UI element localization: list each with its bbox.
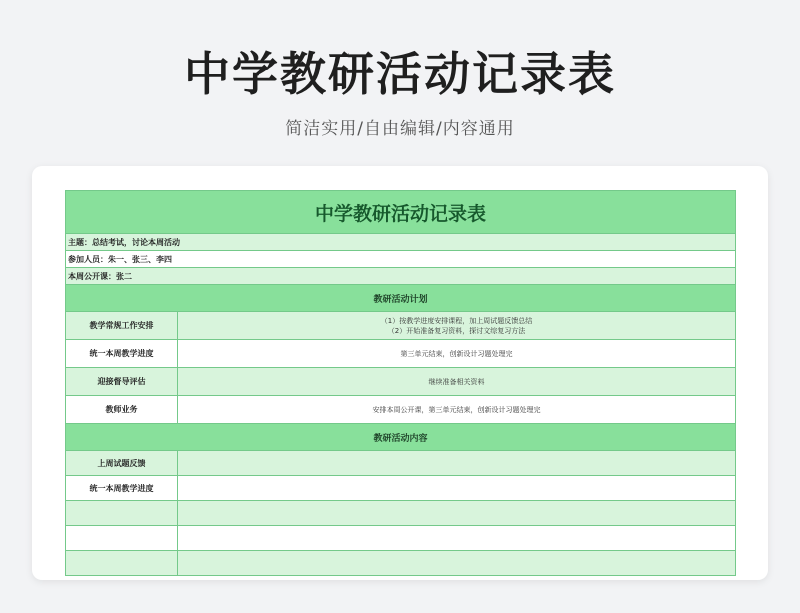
content-label[interactable]: 上周试题反馈 [66, 451, 178, 476]
content-value[interactable] [178, 476, 736, 501]
content-label[interactable] [66, 526, 178, 551]
plan-row [66, 312, 736, 340]
content-label[interactable]: 统一本周教学进度 [66, 476, 178, 501]
plan-row [66, 340, 736, 368]
info-row-topic [66, 234, 736, 251]
plan-label[interactable]: 统一本周教学进度 [66, 340, 178, 368]
plan-description[interactable] [178, 340, 736, 368]
info-open-class[interactable]: 本周公开课：张二 [66, 268, 736, 285]
content-section-row [66, 424, 736, 451]
info-row-participants [66, 251, 736, 268]
plan-line: （2）开始准备复习资料，探讨文综复习方法 [387, 326, 526, 335]
info-participants[interactable]: 参加人员：朱一、张三、李四 [66, 251, 736, 268]
content-section-header[interactable]: 教研活动内容 [66, 424, 736, 451]
content-label[interactable] [66, 501, 178, 526]
plan-label[interactable]: 教师业务 [66, 396, 178, 424]
content-row [66, 551, 736, 576]
content-value[interactable] [178, 451, 736, 476]
sheet-card [32, 166, 768, 580]
content-row [66, 476, 736, 501]
plan-line: 第三单元结束，创新设计习题处理完 [400, 349, 513, 358]
info-row-open-class [66, 268, 736, 285]
info-topic[interactable]: 主题：总结考试，讨论本周活动 [66, 234, 736, 251]
content-row [66, 501, 736, 526]
page-title: 中学教研活动记录表 [184, 47, 616, 101]
plan-row [66, 396, 736, 424]
plan-label[interactable]: 迎接督导评估 [66, 368, 178, 396]
plan-description[interactable] [178, 312, 736, 340]
plan-label[interactable]: 教学常规工作安排 [66, 312, 178, 340]
plan-description[interactable] [178, 368, 736, 396]
record-table [65, 190, 736, 576]
plan-section-header[interactable]: 教研活动计划 [66, 285, 736, 312]
content-label[interactable] [66, 551, 178, 576]
plan-line: （1）按教学进度安排课程，加上周试题反馈总结 [380, 316, 533, 325]
plan-line: 继续准备相关资料 [428, 377, 485, 386]
plan-line: 安排本周公开课，第三单元结束，创新设计习题处理完 [372, 405, 541, 414]
content-value[interactable] [178, 501, 736, 526]
content-row [66, 526, 736, 551]
content-value[interactable] [178, 526, 736, 551]
plan-section-row [66, 285, 736, 312]
plan-row [66, 368, 736, 396]
table-title[interactable]: 中学教研活动记录表 [66, 191, 736, 234]
table-title-row [66, 191, 736, 234]
page-subtitle: 简洁实用/自由编辑/内容通用 [285, 119, 515, 139]
content-value[interactable] [178, 551, 736, 576]
plan-description[interactable] [178, 396, 736, 424]
content-row [66, 451, 736, 476]
